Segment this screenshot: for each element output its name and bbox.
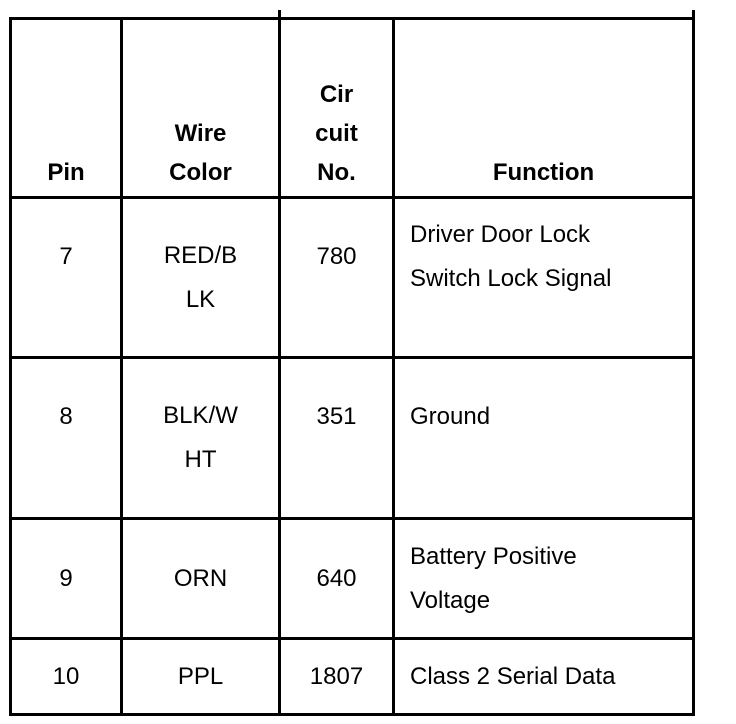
cell-function bbox=[410, 520, 690, 637]
header-wire-color-line: Wire bbox=[174, 120, 227, 147]
cell-wire-color-line: PPL bbox=[177, 662, 224, 690]
cell-function-line: Battery Positive bbox=[410, 542, 577, 570]
cell-pin-line: 7 bbox=[59, 242, 73, 270]
header-wire-color bbox=[123, 20, 278, 192]
table-border-bottom bbox=[9, 713, 695, 716]
cell-circuit-no-line: 640 bbox=[316, 564, 357, 592]
header-circuit-no-line: Cir bbox=[319, 81, 354, 108]
header-circuit-no-line: No. bbox=[317, 159, 356, 186]
header-function-line: Function bbox=[492, 159, 595, 186]
cell-pin-line: 9 bbox=[59, 564, 73, 592]
cell-circuit-no-line: 780 bbox=[316, 242, 357, 270]
cell-function-line: Driver Door Lock bbox=[410, 220, 591, 248]
cell-pin bbox=[12, 640, 120, 713]
header-circuit-no bbox=[281, 20, 392, 192]
cell-function-line: Ground bbox=[410, 403, 491, 430]
cell-wire-color-line: BLK/W bbox=[163, 402, 238, 429]
cell-circuit-no bbox=[281, 520, 392, 637]
cell-wire-color-line: HT bbox=[184, 446, 217, 473]
cell-circuit-no bbox=[281, 199, 392, 356]
header-function bbox=[395, 20, 692, 192]
cell-pin bbox=[12, 520, 120, 637]
cell-wire-color bbox=[123, 359, 278, 517]
cell-wire-color-line: RED/B bbox=[163, 241, 238, 269]
header-pin-line: Pin bbox=[47, 159, 85, 186]
cell-function-line: Voltage bbox=[410, 586, 491, 614]
cell-function-line: Switch Lock Signal bbox=[410, 264, 612, 292]
header-wire-color-line: Color bbox=[169, 159, 232, 186]
cell-circuit-no-line: 1807 bbox=[309, 662, 364, 690]
table-border-right bbox=[692, 10, 695, 716]
cell-pin-line: 8 bbox=[59, 403, 73, 430]
cell-function bbox=[410, 199, 690, 356]
cell-function bbox=[410, 359, 690, 517]
cell-circuit-no bbox=[281, 640, 392, 713]
cell-pin bbox=[12, 199, 120, 356]
cell-circuit-no-line: 351 bbox=[316, 403, 357, 430]
cell-wire-color bbox=[123, 640, 278, 713]
cell-circuit-no bbox=[281, 359, 392, 517]
header-pin bbox=[12, 20, 120, 192]
cell-wire-color bbox=[123, 520, 278, 637]
header-circuit-no-line: cuit bbox=[315, 120, 358, 147]
cell-pin bbox=[12, 359, 120, 517]
cell-pin-line: 10 bbox=[52, 662, 80, 690]
cell-function bbox=[410, 640, 690, 713]
cell-wire-color bbox=[123, 199, 278, 356]
cell-wire-color-line: ORN bbox=[173, 564, 228, 592]
cell-function-line: Class 2 Serial Data bbox=[410, 662, 616, 690]
cell-wire-color-line: LK bbox=[185, 285, 216, 313]
